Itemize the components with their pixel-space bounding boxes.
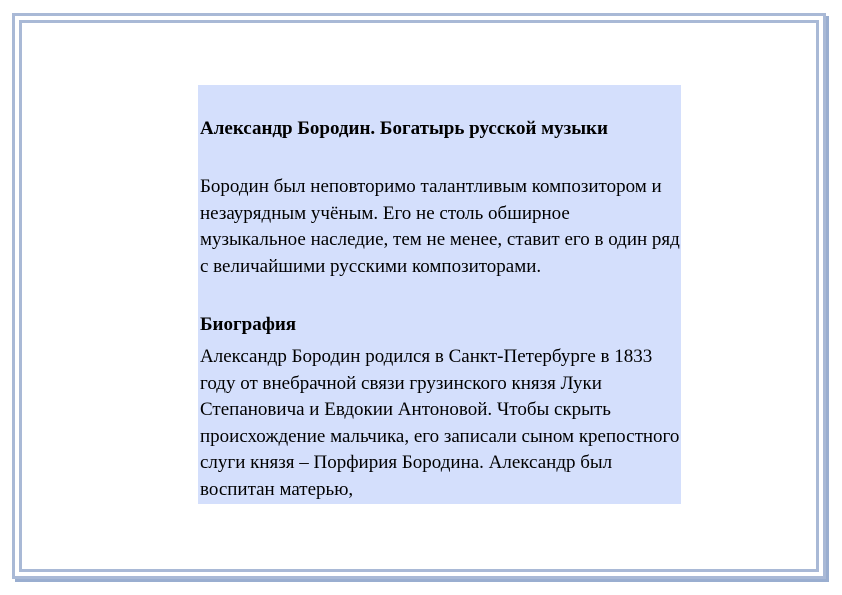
section-heading: Биография bbox=[200, 314, 297, 335]
biography-paragraph: Александр Бородин родился в Санкт-Петербурге в 1833 году от внебрачной связи грузинского князя Луки Степановича и Евдокии Антоновой. Чтобы скрыть происхождение мальчика, его записали сыном крепостного слуги князя – Порфирия Бородина. Александр был воспитан матерью, bbox=[200, 346, 680, 500]
text-block bbox=[198, 85, 681, 504]
article-title: Александр Бородин. Богатырь русской музыки bbox=[200, 118, 608, 139]
intro-paragraph: Бородин был неповторимо талантливым композитором и незаурядным учёным. Его не столь обширное музыкальное наследие, тем не менее, ставит его в один ряд с величайшими русскими композиторами. bbox=[200, 176, 680, 277]
